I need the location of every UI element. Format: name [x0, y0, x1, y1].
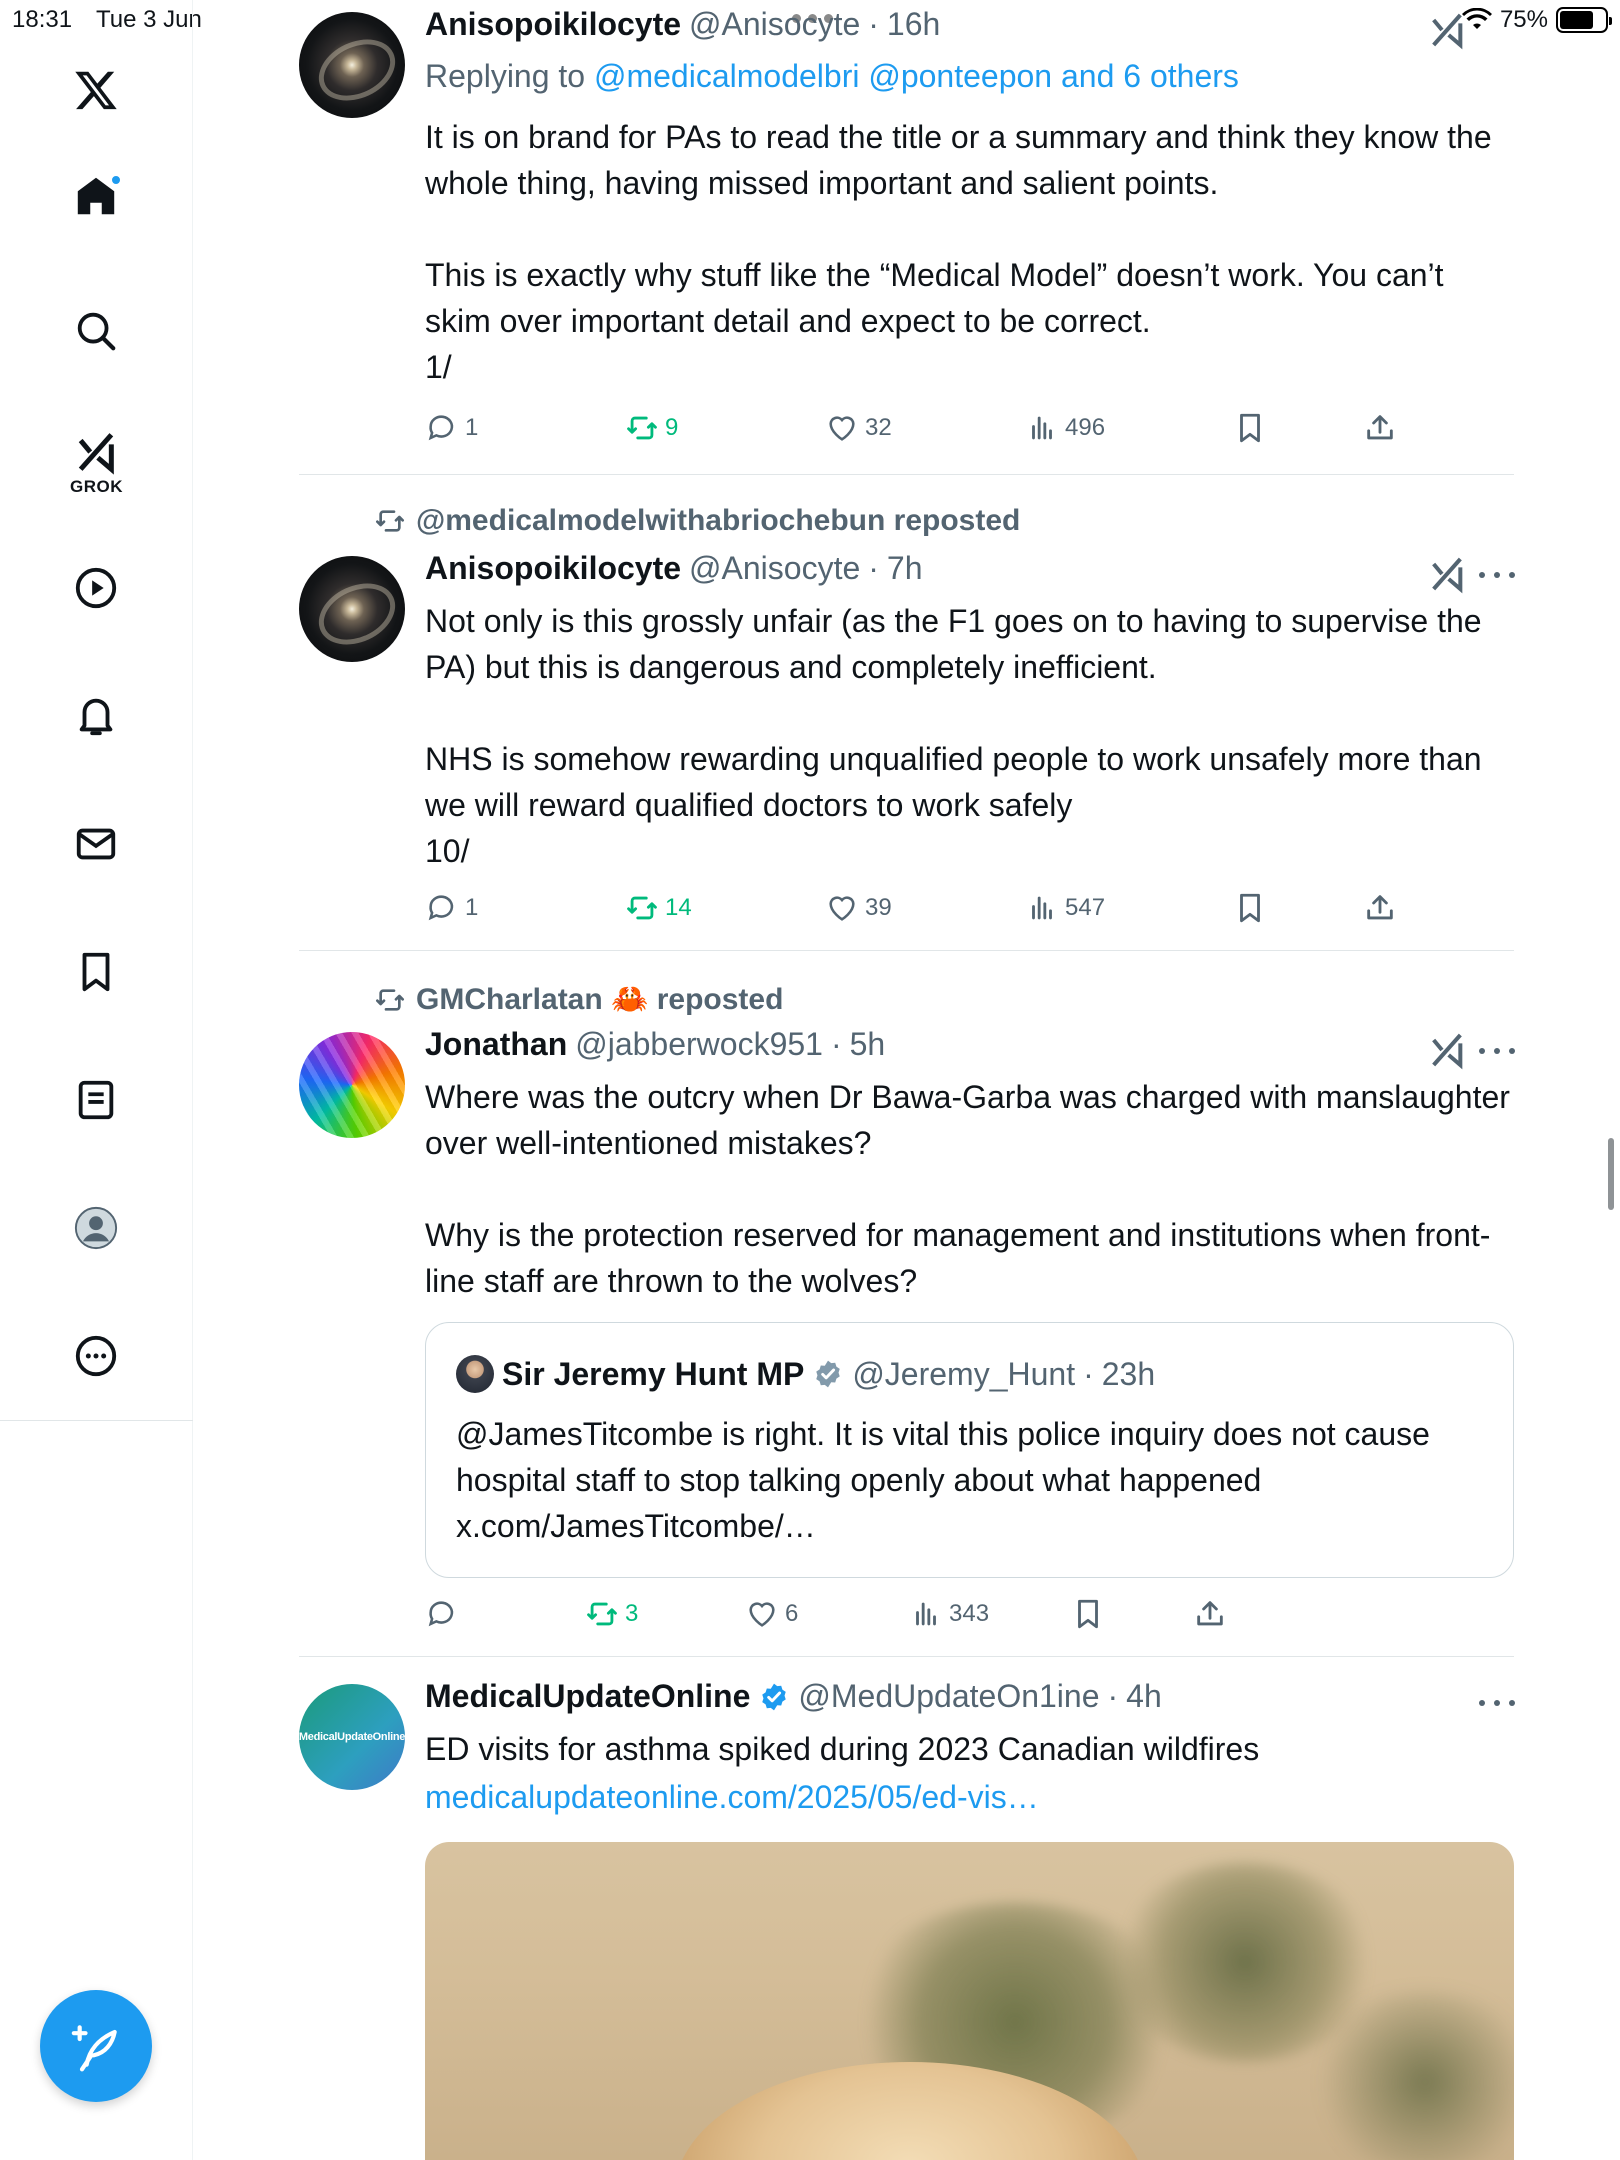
like-button[interactable] — [825, 408, 892, 448]
quoted-author-name: Sir Jeremy Hunt MP — [502, 1355, 805, 1392]
sidebar-item-messages[interactable] — [64, 812, 128, 876]
like-button[interactable] — [825, 888, 892, 928]
replying-to-targets[interactable]: @medicalmodelbri @ponteepon and 6 others — [593, 58, 1239, 94]
x-logo[interactable] — [64, 58, 128, 122]
repost-icon — [625, 411, 659, 445]
tweet-time[interactable]: 4h — [1126, 1678, 1162, 1714]
tweet-text: It is on brand for PAs to read the title or a summary and think they know the whole thing, having missed important and salient points. This is exactly why stuff like the “Medical Model” doesn’t work. You can’t skim over important detail and expect to be correct. 1/ — [425, 119, 1492, 385]
more-options-button[interactable] — [1479, 1697, 1515, 1709]
tweet-header — [425, 1678, 1162, 1715]
dot-separator: · — [868, 550, 879, 586]
bookmark-button[interactable] — [1233, 888, 1267, 928]
share-icon — [1363, 891, 1397, 925]
x-logo-icon — [73, 67, 119, 113]
share-icon — [1363, 411, 1397, 445]
tweet-link-text[interactable]: medicalupdateonline.com/2025/05/ed-vis… — [425, 1779, 1039, 1815]
sidebar-item-lists[interactable] — [64, 1068, 128, 1132]
sidebar-divider — [0, 1420, 193, 1421]
scrollbar-thumb[interactable] — [1608, 1138, 1614, 1210]
sidebar-item-notifications[interactable] — [64, 684, 128, 748]
share-icon — [1193, 1597, 1227, 1631]
tweet-divider — [299, 474, 1514, 475]
view-count: 547 — [1065, 894, 1106, 921]
author-handle[interactable]: @Anisocyte — [689, 550, 861, 586]
views-button[interactable] — [909, 1594, 989, 1634]
tweet-link[interactable] — [425, 1774, 1514, 1820]
views-button[interactable] — [1025, 408, 1105, 448]
avatar[interactable] — [299, 1684, 405, 1790]
author-handle[interactable]: @jabberwock951 — [575, 1026, 823, 1062]
dot-separator: · — [1107, 1678, 1119, 1714]
quoted-tweet-text: @JamesTitcombe is right. It is vital this police inquiry does not cause hospital staff to stop talking openly about what happened x.com/JamesTitcombe/… — [456, 1416, 1430, 1544]
dot-separator: · — [830, 1026, 842, 1062]
views-icon — [1025, 891, 1059, 925]
bell-icon — [73, 693, 119, 739]
mail-icon — [73, 821, 119, 867]
reposted-by-text: GMCharlatan 🦀 reposted — [416, 983, 784, 1016]
tweet-time[interactable]: 16h — [886, 6, 941, 42]
sidebar-item-videos[interactable] — [64, 556, 128, 620]
tweet-divider — [299, 950, 1514, 951]
tweet-time[interactable]: 5h — [849, 1026, 886, 1062]
tweet-header — [425, 1026, 885, 1063]
quoted-tweet-header — [456, 1355, 1155, 1393]
share-button[interactable] — [1363, 888, 1397, 928]
repost-button[interactable] — [585, 1594, 638, 1634]
quoted-tweet-time: 23h — [1101, 1355, 1156, 1392]
views-icon — [909, 1597, 943, 1631]
reply-button[interactable] — [425, 1594, 459, 1634]
bookmark-icon — [1071, 1597, 1105, 1631]
tweet-text: Where was the outcry when Dr Bawa-Garba was charged with manslaughter over well-intentioned mistakes? Why is the protection reserved for management and institutions when front-line staff are thrown to the wolves? — [425, 1079, 1510, 1299]
dot-separator: · — [868, 6, 879, 42]
repost-button[interactable] — [625, 888, 692, 928]
heart-icon — [825, 891, 859, 925]
sidebar-item-grok[interactable] — [64, 420, 128, 484]
status-right — [1462, 6, 1608, 34]
like-button[interactable] — [745, 1594, 798, 1634]
play-icon — [73, 565, 119, 611]
tweet-actions — [425, 1594, 1425, 1634]
tweet-actions — [425, 888, 1425, 928]
reply-count: 1 — [465, 414, 479, 441]
more-circle-icon — [73, 1333, 119, 1379]
grok-label: GROK — [70, 477, 123, 496]
like-count: 32 — [865, 414, 892, 441]
list-icon — [73, 1077, 119, 1123]
heart-icon — [825, 411, 859, 445]
reply-count: 1 — [465, 894, 479, 921]
bookmark-icon — [73, 949, 119, 995]
author-handle[interactable]: @Anisocyte — [689, 6, 861, 42]
status-time: 18:31 — [12, 6, 73, 33]
view-count: 496 — [1065, 414, 1106, 441]
compose-feather-icon — [68, 2018, 124, 2074]
share-button[interactable] — [1193, 1594, 1227, 1634]
tweet-text: ED visits for asthma spiked during 2023 Canadian wildfires — [425, 1731, 1260, 1767]
avatar[interactable] — [299, 12, 405, 118]
view-count: 343 — [949, 1600, 990, 1627]
views-button[interactable] — [1025, 888, 1105, 928]
grok-icon[interactable] — [1427, 10, 1467, 50]
author-name[interactable]: MedicalUpdateOnline — [425, 1678, 751, 1714]
tweet-media-image[interactable] — [425, 1842, 1514, 2160]
home-badge — [110, 174, 122, 186]
bookmark-button[interactable] — [1071, 1594, 1105, 1634]
author-name[interactable]: Jonathan — [425, 1026, 568, 1062]
bookmark-icon — [1233, 891, 1267, 925]
repost-icon — [374, 505, 406, 537]
author-name[interactable]: Anisopoikilocyte — [425, 6, 682, 42]
grok-icon — [73, 429, 119, 475]
grok-icon[interactable] — [1427, 1030, 1467, 1070]
profile-icon — [73, 1205, 119, 1251]
sidebar-item-bookmarks[interactable] — [64, 940, 128, 1004]
battery-icon — [1556, 7, 1608, 33]
verified-badge-icon — [758, 1681, 790, 1713]
reposted-by-text: @medicalmodelwithabriochebun reposted — [416, 504, 1021, 537]
avatar-logo-text: MedicalUpdateOnline — [299, 1731, 405, 1743]
grok-icon[interactable] — [1427, 554, 1467, 594]
quoted-avatar — [456, 1355, 494, 1393]
tweet-time[interactable]: 7h — [886, 550, 923, 586]
tweet-text: Not only is this grossly unfair (as the F1 goes on to having to supervise the PA) but this is dangerous and completely inefficient. NHS is somehow rewarding unqualified people to work unsafely more than we will reward qualified doctors to work safely 10/ — [425, 603, 1482, 869]
battery-percent: 75% — [1499, 6, 1548, 33]
like-count: 39 — [865, 894, 892, 921]
author-handle[interactable]: @MedUpdateOn1ine — [798, 1678, 1100, 1714]
sidebar-item-profile[interactable] — [64, 1196, 128, 1260]
reposted-by[interactable] — [374, 982, 783, 1017]
more-options-button[interactable] — [1479, 569, 1515, 581]
avatar[interactable] — [299, 1032, 405, 1138]
search-icon — [73, 308, 119, 354]
like-count: 6 — [785, 1600, 799, 1627]
status-date: Tue 3 Jun — [96, 6, 202, 33]
repost-count: 14 — [665, 894, 692, 921]
reply-button[interactable] — [425, 888, 478, 928]
reply-icon — [425, 411, 459, 445]
repost-icon — [625, 891, 659, 925]
reposted-by[interactable] — [374, 504, 1020, 538]
repost-count: 9 — [665, 414, 679, 441]
tweet-divider — [299, 1656, 1514, 1657]
sidebar-item-home[interactable] — [64, 164, 128, 228]
heart-icon — [745, 1597, 779, 1631]
views-icon — [1025, 411, 1059, 445]
quoted-tweet[interactable] — [425, 1322, 1514, 1578]
replying-to — [425, 58, 1239, 95]
repost-icon — [585, 1597, 619, 1631]
reply-button[interactable] — [425, 408, 478, 448]
tweet-actions — [425, 408, 1425, 448]
share-button[interactable] — [1363, 408, 1397, 448]
tweet-header — [425, 6, 940, 43]
bookmark-icon — [1233, 411, 1267, 445]
sidebar-item-more[interactable] — [64, 1324, 128, 1388]
replying-to-label: Replying to — [425, 58, 594, 94]
sidebar-nav — [0, 0, 193, 2160]
author-name[interactable]: Anisopoikilocyte — [425, 550, 682, 586]
repost-icon — [374, 984, 406, 1016]
tweet-header — [425, 550, 923, 587]
quoted-author-handle: @Jeremy_Hunt — [852, 1355, 1076, 1392]
repost-count: 3 — [625, 1600, 639, 1627]
more-options-button[interactable] — [1479, 1045, 1515, 1057]
reply-icon — [425, 1597, 459, 1631]
reply-icon — [425, 891, 459, 925]
dot-separator: · — [1083, 1355, 1094, 1392]
sidebar-item-explore[interactable] — [64, 299, 128, 363]
compose-button[interactable] — [40, 1990, 152, 2102]
bookmark-button[interactable] — [1233, 408, 1267, 448]
avatar[interactable] — [299, 556, 405, 662]
verified-grey-badge-icon — [812, 1358, 844, 1390]
repost-button[interactable] — [625, 408, 678, 448]
